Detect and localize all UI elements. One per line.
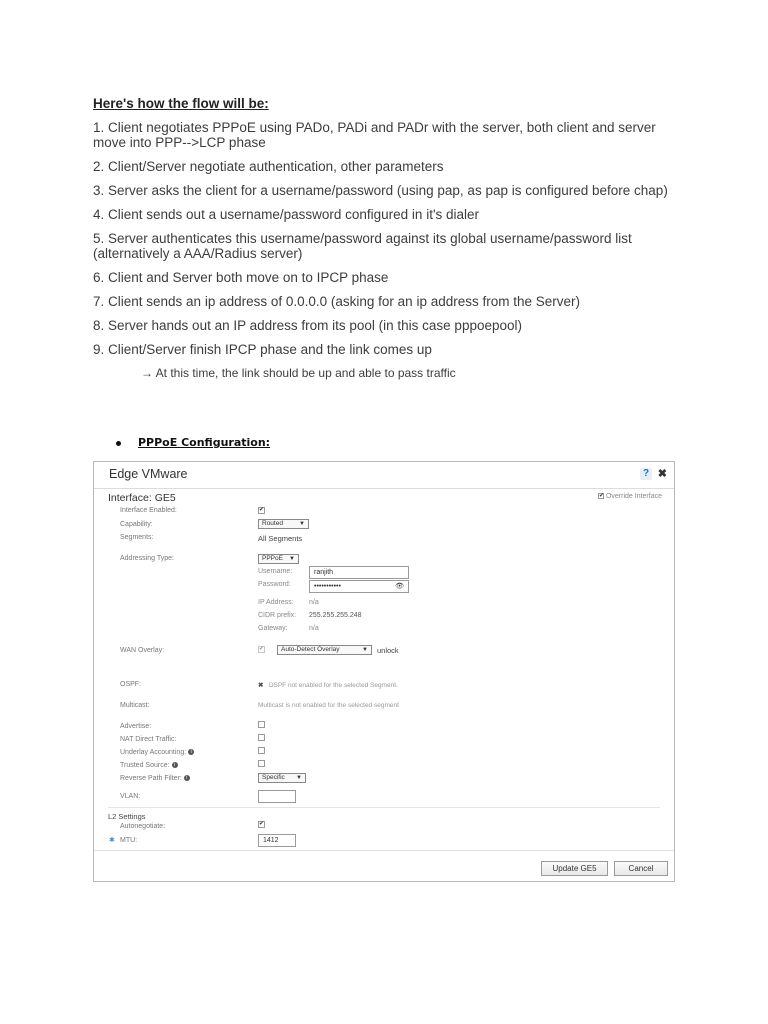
- document-body: [93, 95, 683, 380]
- segments-value: All Segments: [258, 534, 303, 543]
- unlock-link[interactable]: unlock: [377, 646, 399, 655]
- pppoe-config-label: PPPoE Configuration:: [138, 436, 271, 449]
- reverse-path-filter-select[interactable]: [258, 773, 306, 783]
- vlan-label: VLAN:: [120, 793, 141, 800]
- trusted-source-label: [120, 762, 178, 769]
- multicast-value: Multicast is not enabled for the selected segment: [258, 702, 399, 709]
- wan-overlay-value: Auto-Detect Overlay: [281, 646, 340, 653]
- wan-overlay-checkbox[interactable]: ✔: [259, 646, 265, 652]
- password-label: Password:: [258, 581, 291, 588]
- vlan-input[interactable]: [258, 790, 296, 803]
- password-value: •••••••••••: [314, 583, 341, 590]
- mtu-label: MTU:: [120, 837, 138, 844]
- reverse-path-filter-text: Reverse Path Filter:: [120, 775, 182, 782]
- info-icon[interactable]: i: [184, 775, 190, 781]
- edge-dialog: [93, 461, 675, 882]
- override-label: Override Interface: [605, 493, 662, 500]
- addressing-type-select[interactable]: [258, 554, 299, 564]
- dropdown-arrow-icon: ▼: [299, 521, 305, 527]
- reverse-path-filter-value: Specific: [262, 774, 285, 781]
- advertise-checkbox[interactable]: [258, 721, 265, 728]
- override-interface[interactable]: [598, 493, 662, 500]
- capability-value: Routed: [262, 520, 283, 527]
- interface-enabled-checkbox[interactable]: ✔: [259, 507, 265, 513]
- ip-address-value: n/a: [309, 599, 319, 606]
- gateway-value: n/a: [309, 625, 319, 632]
- mtu-input[interactable]: 1412: [258, 834, 296, 847]
- ip-address-label: IP Address:: [258, 599, 294, 606]
- underlay-accounting-text: Underlay Accounting:: [120, 749, 187, 756]
- flow-step: 2. Client/Server negotiate authentication, other parameters: [93, 159, 444, 174]
- interface-title: Interface: GE5: [108, 492, 176, 504]
- username-label: Username:: [258, 568, 293, 575]
- info-icon[interactable]: i: [188, 749, 194, 755]
- flow-step: 7. Client sends an ip address of 0.0.0.0 (asking for an ip address from the Server): [93, 294, 581, 309]
- required-star-icon: ✱: [109, 837, 115, 844]
- reverse-path-filter-label: [120, 775, 190, 782]
- cidr-prefix-label: CIDR prefix:: [258, 612, 297, 619]
- gateway-label: Gateway:: [258, 625, 288, 632]
- footer-divider: [94, 850, 674, 851]
- x-icon: ✖: [258, 682, 264, 689]
- flow-step: 8. Server hands out an IP address from its pool (in this case pppoepool): [93, 318, 522, 333]
- bullet-icon: [116, 441, 121, 446]
- capability-label: Capability:: [120, 521, 153, 528]
- flow-step: 6. Client and Server both move on to IPCP phase: [93, 270, 389, 285]
- dialog-title: Edge VMware: [109, 467, 188, 481]
- password-input[interactable]: [309, 580, 409, 593]
- section-divider: [108, 807, 660, 808]
- flow-step: 1. Client negotiates PPPoE using PADo, PADi and PADr with the server, both client and server move into PPP-->LCP phase: [93, 120, 656, 150]
- capability-select[interactable]: [258, 519, 309, 529]
- flow-heading: Here's how the flow will be:: [93, 96, 269, 111]
- underlay-accounting-label: [120, 749, 194, 756]
- multicast-label: Multicast:: [120, 702, 150, 709]
- trusted-source-text: Trusted Source:: [120, 762, 170, 769]
- trusted-source-checkbox[interactable]: [258, 760, 265, 767]
- help-icon[interactable]: ?: [640, 468, 652, 480]
- dropdown-arrow-icon: ▼: [289, 556, 295, 562]
- dropdown-arrow-icon: ▼: [362, 647, 368, 653]
- addressing-type-value: PPPoE: [262, 555, 283, 562]
- autonegotiate-label: Autonegotiate:: [120, 823, 166, 830]
- cancel-button[interactable]: Cancel: [614, 861, 668, 876]
- dropdown-arrow-icon: ▼: [296, 775, 302, 781]
- username-input[interactable]: ranjith: [309, 566, 409, 579]
- advertise-label: Advertise:: [120, 723, 152, 730]
- interface-enabled-label: Interface Enabled:: [120, 507, 177, 514]
- flow-step: 4. Client sends out a username/password configured in it's dialer: [93, 207, 480, 222]
- update-button[interactable]: Update GE5: [541, 861, 608, 876]
- dialog-header: [94, 462, 674, 489]
- info-icon[interactable]: i: [172, 762, 178, 768]
- flow-step: 5. Server authenticates this username/password against its global username/password list (alternatively a AAA/Radius server): [93, 231, 632, 261]
- cidr-prefix-value: 255.255.255.248: [309, 612, 362, 619]
- wan-overlay-label: WAN Overlay:: [120, 647, 165, 654]
- underlay-accounting-checkbox[interactable]: [258, 747, 265, 754]
- segments-label: Segments:: [120, 534, 154, 541]
- pppoe-config-bullet: [116, 436, 270, 449]
- flow-step: 3. Server asks the client for a username/password (using pap, as pap is configured before chap): [93, 183, 668, 198]
- l2-settings-title: L2 Settings: [108, 812, 146, 821]
- link-up-note: → At this time, the link should be up and able to pass traffic: [141, 366, 456, 380]
- eye-icon[interactable]: 👁: [395, 583, 404, 590]
- ospf-status: [258, 681, 398, 689]
- override-checkbox[interactable]: ✔: [598, 493, 604, 500]
- nat-direct-checkbox[interactable]: [258, 734, 265, 741]
- ospf-value: OSPF not enabled for the selected Segment.: [268, 682, 398, 689]
- ospf-label: OSPF:: [120, 681, 142, 688]
- autonegotiate-checkbox[interactable]: ✔: [259, 821, 265, 827]
- nat-direct-label: NAT Direct Traffic:: [120, 736, 177, 743]
- addressing-type-label: Addressing Type:: [120, 555, 174, 562]
- close-icon[interactable]: ✖: [657, 468, 667, 480]
- flow-step: 9. Client/Server finish IPCP phase and the link comes up: [93, 342, 432, 357]
- wan-overlay-select[interactable]: [277, 645, 372, 655]
